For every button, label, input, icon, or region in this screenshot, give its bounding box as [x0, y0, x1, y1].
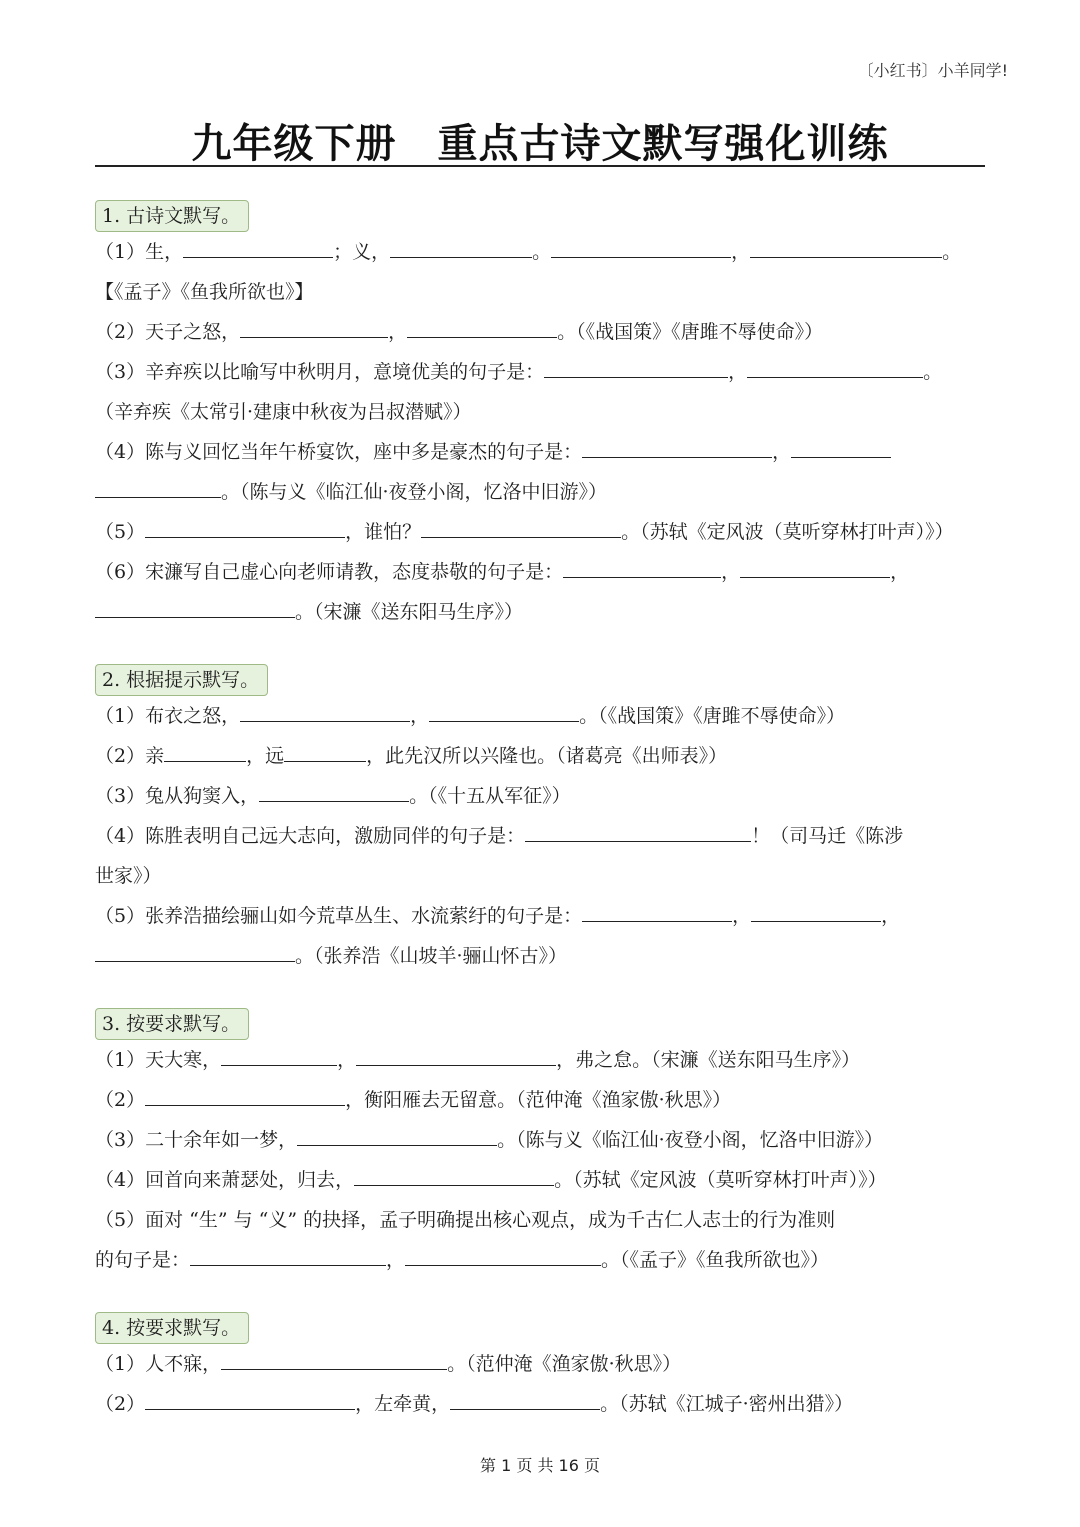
answer-blank[interactable] — [183, 235, 333, 258]
s3-q2: （2） ，衡阳雁去无留意。（范仲淹《渔家傲·秋思》） — [95, 1080, 990, 1120]
answer-blank[interactable] — [95, 475, 221, 498]
answer-blank[interactable] — [95, 939, 295, 962]
answer-blank[interactable] — [429, 699, 579, 722]
s1-q4-cont: 。（陈与义《临江仙·夜登小阁，忆洛中旧游》） — [95, 472, 990, 512]
s1-q1-source: 【《孟子》《鱼我所欲也》】 — [95, 281, 314, 303]
section-3-heading: 3. 按要求默写。 — [95, 1008, 249, 1040]
s3-q5: （5）面对 “生” 与 “义” 的抉择，孟子明确提出核心观点，成为千古仁人志士的行为准则 — [95, 1209, 836, 1231]
answer-blank[interactable] — [450, 1387, 600, 1410]
answer-blank[interactable] — [356, 1043, 556, 1066]
section-4-heading: 4. 按要求默写。 — [95, 1312, 249, 1344]
answer-blank[interactable] — [145, 1083, 345, 1106]
answer-blank[interactable] — [407, 315, 557, 338]
s2-q2: （2）亲 ，远 ，此先汉所以兴隆也。（诸葛亮《出师表》） — [95, 736, 990, 776]
answer-blank[interactable] — [525, 819, 751, 842]
s1-q3: （3）辛弃疾以比喻写中秋明月，意境优美的句子是： ， 。 — [95, 352, 990, 392]
answer-blank[interactable] — [221, 1043, 337, 1066]
answer-blank[interactable] — [164, 739, 246, 762]
answer-blank[interactable] — [240, 315, 388, 338]
answer-blank[interactable] — [750, 235, 942, 258]
answer-blank[interactable] — [354, 1163, 554, 1186]
s3-q1: （1）天大寒， ， ，弗之怠。（宋濂《送东阳马生序》） — [95, 1040, 990, 1080]
s3-q5-cont: 的句子是： ， 。（《孟子》《鱼我所欲也》） — [95, 1240, 990, 1280]
answer-blank[interactable] — [190, 1243, 386, 1266]
s2-q1: （1）布衣之怒， ， 。（《战国策》《唐雎不辱使命》） — [95, 696, 990, 736]
s4-q1: （1）人不寐， 。（范仲淹《渔家傲·秋思》） — [95, 1344, 990, 1384]
answer-blank[interactable] — [563, 555, 721, 578]
s1-q3-source: （辛弃疾《太常引·建康中秋夜为吕叔潜赋》） — [95, 401, 472, 423]
answer-blank[interactable] — [551, 235, 731, 258]
s1-q6: （6）宋濂写自己虚心向老师请教，态度恭敬的句子是： ， ， — [95, 552, 990, 592]
answer-blank[interactable] — [740, 555, 890, 578]
section-2-heading: 2. 根据提示默写。 — [95, 664, 268, 696]
s1-q1: （1）生， ；义， 。 ， 。 — [95, 232, 990, 272]
s2-q5: （5）张养浩描绘骊山如今荒草丛生、水流萦纡的句子是： ， ， — [95, 896, 990, 936]
s3-q4: （4）回首向来萧瑟处，归去， 。（苏轼《定风波（莫听穿林打叶声）》） — [95, 1160, 990, 1200]
answer-blank[interactable] — [221, 1347, 447, 1370]
answer-blank[interactable] — [544, 355, 728, 378]
answer-blank[interactable] — [390, 235, 532, 258]
answer-blank[interactable] — [145, 515, 345, 538]
answer-blank[interactable] — [145, 1387, 355, 1410]
s2-q5-cont: 。（张养浩《山坡羊·骊山怀古》） — [95, 936, 990, 976]
answer-blank[interactable] — [259, 779, 409, 802]
s2-q4: （4）陈胜表明自己远大志向，激励同伴的句子是： ！（司马迁《陈涉 — [95, 816, 990, 856]
answer-blank[interactable] — [582, 899, 732, 922]
title-divider — [95, 165, 985, 167]
s1-q2: （2）天子之怒， ， 。（《战国策》《唐雎不辱使命》） — [95, 312, 990, 352]
answer-blank[interactable] — [421, 515, 621, 538]
answer-blank[interactable] — [791, 435, 891, 458]
s2-q4-cont: 世家》） — [95, 865, 162, 887]
page-number: 第 1 页 共 16 页 — [480, 1456, 600, 1475]
worksheet — [95, 200, 990, 1424]
answer-blank[interactable] — [405, 1243, 601, 1266]
s3-q3: （3）二十余年如一梦， 。（陈与义《临江仙·夜登小阁，忆洛中旧游》） — [95, 1120, 990, 1160]
section-1-heading: 1. 古诗文默写。 — [95, 200, 249, 232]
s1-q6-cont: 。（宋濂《送东阳马生序》） — [95, 592, 990, 632]
answer-blank[interactable] — [582, 435, 772, 458]
s1-q4: （4）陈与义回忆当年午桥宴饮，座中多是豪杰的句子是： ， — [95, 432, 990, 472]
answer-blank[interactable] — [297, 1123, 497, 1146]
watermark: 〔小红书〕小羊同学! — [857, 61, 1008, 80]
s4-q2: （2） ，左牵黄， 。（苏轼《江城子·密州出猎》） — [95, 1384, 990, 1424]
s1-q5: （5） ，谁怕？ 。（苏轼《定风波（莫听穿林打叶声）》） — [95, 512, 990, 552]
answer-blank[interactable] — [284, 739, 366, 762]
answer-blank[interactable] — [747, 355, 923, 378]
s2-q3: （3）兔从狗窦入， 。（《十五从军征》） — [95, 776, 990, 816]
page-title: 九年级下册 重点古诗文默写强化训练 — [191, 121, 889, 167]
answer-blank[interactable] — [751, 899, 881, 922]
answer-blank[interactable] — [95, 595, 295, 618]
answer-blank[interactable] — [240, 699, 410, 722]
